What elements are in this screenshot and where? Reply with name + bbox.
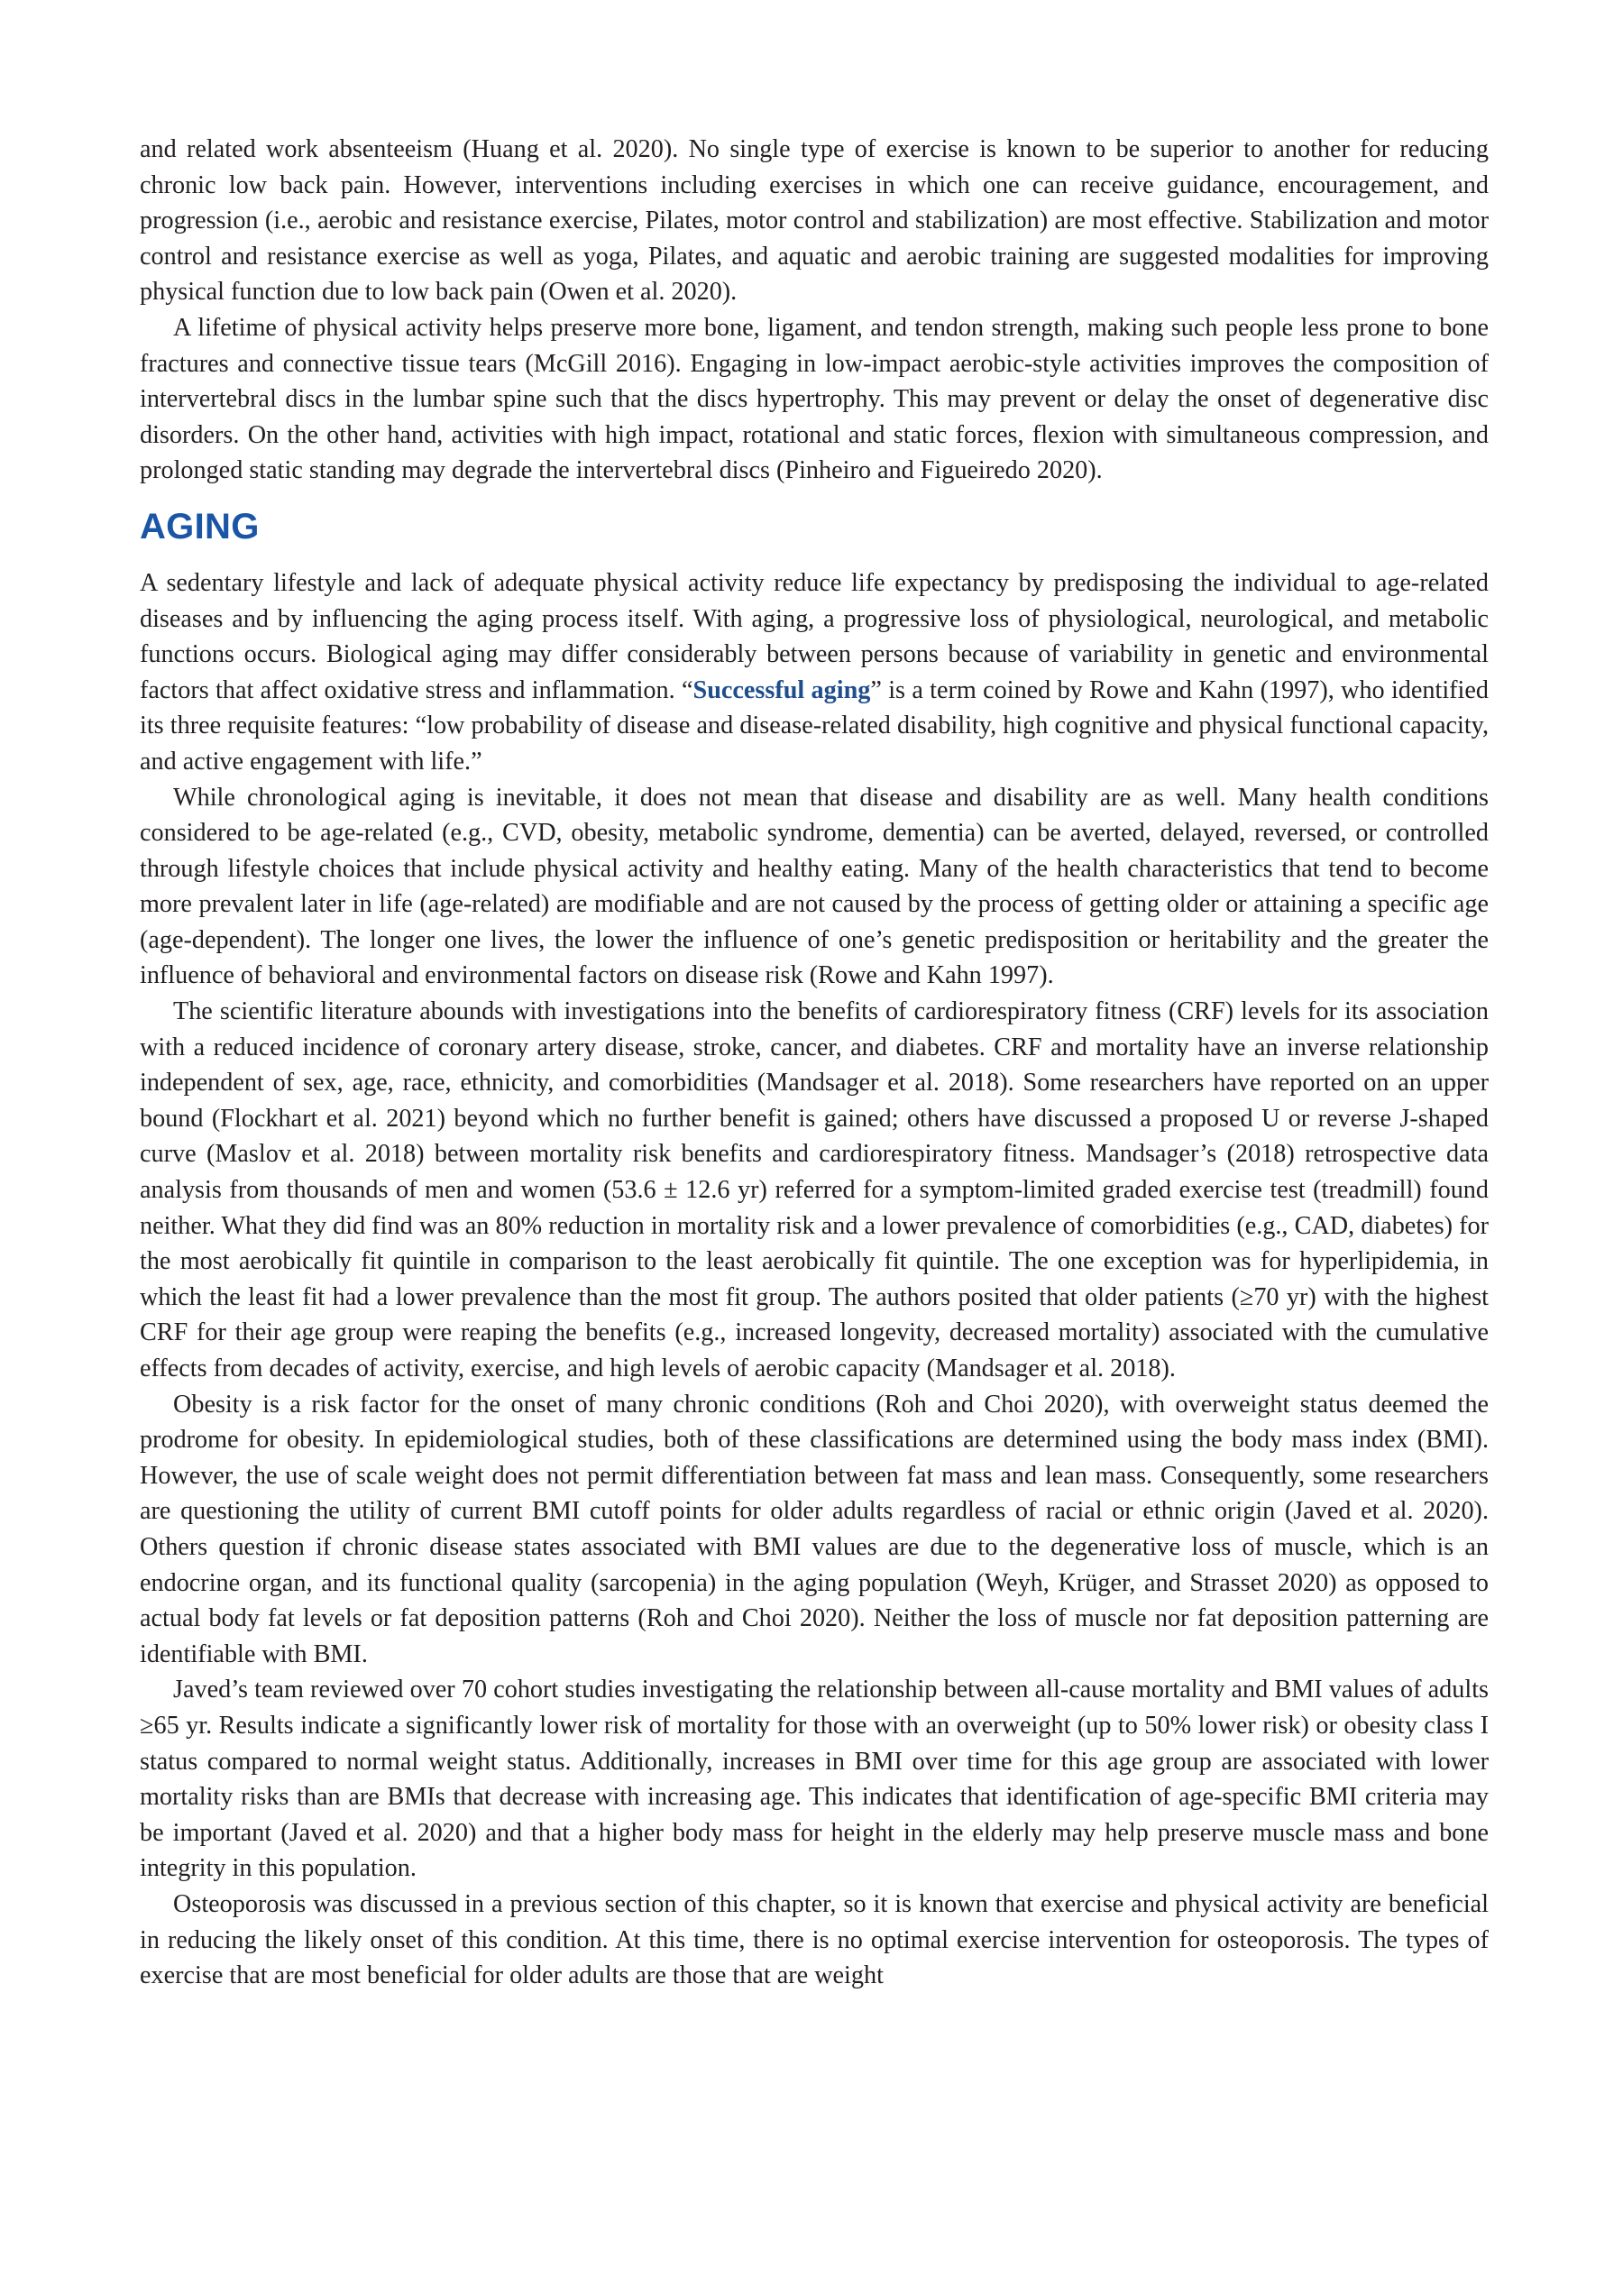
body-paragraph-successful-aging bbox=[140, 565, 1489, 780]
section-heading-aging: AGING bbox=[140, 506, 260, 546]
body-paragraph: Javed’s team reviewed over 70 cohort studies investigating the relationship between all-cause mortality and BMI values of adults ≥65 yr. Results indicate a significantly lower risk of mortality for those with an overweight (up to 50% lower risk) or obesity class I status compared to normal weight status. Additionally, increases in BMI over time for this age group are associated with lower mortality risks than are BMIs that decrease with increasing age. This indicates that identification of age-specific BMI criteria may be important (Javed et al. 2020) and that a higher body mass for height in the elderly may help preserve muscle mass and bone integrity in this population. bbox=[140, 1676, 1489, 1883]
paragraph-text: A sedentary lifestyle and lack of adequate physical activity reduce life expectancy by predisposing the individual to age-related diseases and by influencing the aging process itself. With aging, a progressive loss of physiological, neurological, and metabolic functions occurs. Biological aging may differ considerably between persons because of variability in genetic and environmental factors that affect oxidative stress and inflammation. “ bbox=[140, 568, 1489, 704]
body-paragraph: Obesity is a risk factor for the onset of many chronic conditions (Roh and Choi 2020), with overweight status deemed the prodrome for obesity. In epidemiological studies, both of these classifications are determined using the body mass index (BMI). However, the use of scale weight does not permit differentiation between fat mass and lean mass. Consequently, some researchers are questioning the utility of current BMI cutoff points for older adults regardless of racial or ethnic origin (Javed et al. 2020). Others question if chronic disease states associated with BMI values are due to the degenerative loss of muscle, which is an endocrine organ, and its functional quality (sarcopenia) in the aging population (Weyh, Krüger, and Strasset 2020) as opposed to actual body fat levels or fat deposition patterns (Roh and Choi 2020). Neither the loss of muscle nor fat deposition patterning are identifiable with BMI. bbox=[140, 1390, 1489, 1668]
body-paragraph: Osteoporosis was discussed in a previous section of this chapter, so it is known that exercise and physical activity are beneficial in reducing the likely onset of this condition. At this time, there is no optimal exercise intervention for osteoporosis. The types of exercise that are most beneficial for older adults are those that are weight bbox=[140, 1889, 1489, 1990]
key-term-successful-aging: Successful aging bbox=[692, 675, 871, 704]
body-paragraph: A lifetime of physical activity helps preserve more bone, ligament, and tendon strength, making such people less prone to bone fractures and connective tissue tears (McGill 2016). Engaging in low-impact aerobic-style activities improves the composition of intervertebral discs in the lumbar spine such that the discs hypertrophy. This may prevent or delay the onset of degenerative disc disorders. On the other hand, activities with high impact, rotational and static forces, flexion with simultaneous compression, and prolonged static standing may degrade the intervertebral discs (Pinheiro and Figueiredo 2020). bbox=[140, 313, 1489, 485]
body-paragraph: While chronological aging is inevitable, it does not mean that disease and disability are as well. Many health conditions considered to be age-related (e.g., CVD, obesity, metabolic syndrome, dementia) can be averted, delayed, reversed, or controlled through lifestyle choices that include physical activity and healthy eating. Many of the health characteristics that tend to become more prevalent later in life (age-related) are modifiable and are not caused by the process of getting older or attaining a specific age (age-dependent). The longer one lives, the lower the influence of one’s genetic predisposition or heritability and the greater the influence of behavioral and environmental factors on disease risk (Rowe and Kahn 1997). bbox=[140, 783, 1489, 990]
paragraph-text: ” is a term coined by Rowe and Kahn (1997), who identified its three requisite features: “low probability of disease and disease-related disability, high cognitive and physical functional capacity, and active engagement with life.” bbox=[140, 675, 1489, 776]
body-paragraph: and related work absenteeism (Huang et al. 2020). No single type of exercise is known to be superior to another for reducing chronic low back pain. However, interventions including exercises in which one can receive guidance, encouragement, and progression (i.e., aerobic and resistance exercise, Pilates, motor control and stabilization) are most effective. Stabilization and motor control and resistance exercise as well as yoga, Pilates, and aquatic and aerobic training are suggested modalities for improving physical function due to low back pain (Owen et al. 2020). bbox=[140, 135, 1489, 307]
body-paragraph: The scientific literature abounds with investigations into the benefits of cardiorespiratory fitness (CRF) levels for its association with a reduced incidence of coronary artery disease, stroke, cancer, and diabetes. CRF and mortality have an inverse relationship independent of sex, age, race, ethnicity, and comorbidities (Mandsager et al. 2018). Some researchers have reported on an upper bound (Flockhart et al. 2021) beyond which no further benefit is gained; others have discussed a proposed U or reverse J-shaped curve (Maslov et al. 2018) between mortality risk benefits and cardiorespiratory fitness. Mandsager’s (2018) retrospective data analysis from thousands of men and women (53.6 ± 12.6 yr) referred for a symptom-limited graded exercise test (treadmill) found neither. What they did find was an 80% reduction in mortality risk and a lower prevalence of comorbidities (e.g., CAD, diabetes) for the most aerobically fit quintile in comparison to the least aerobically fit quintile. The one exception was for hyperlipidemia, in which the least fit had a lower prevalence than the most fit group. The authors posited that older patients (≥70 yr) with the highest CRF for their age group were reaping the benefits (e.g., increased longevity, decreased mortality) associated with the cumulative effects from decades of activity, exercise, and high levels of aerobic capacity (Mandsager et al. 2018). bbox=[140, 997, 1489, 1382]
document-page bbox=[140, 132, 1489, 1994]
